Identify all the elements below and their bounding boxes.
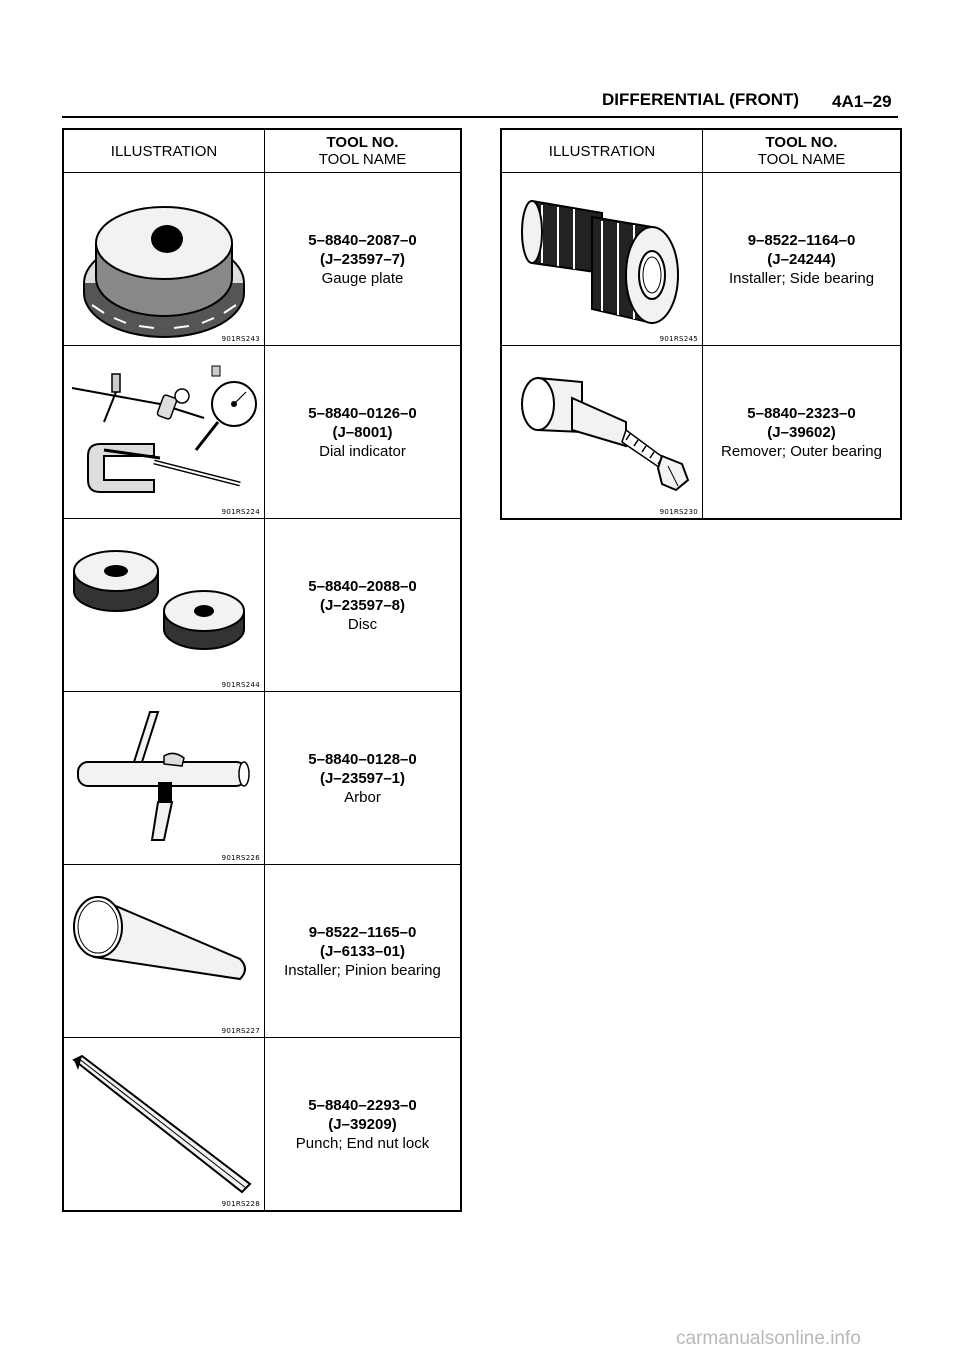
tool-illustration — [63, 346, 265, 519]
tool-number: 9–8522–1165–0 — [308, 923, 417, 941]
page-number: 4A1–29 — [832, 92, 892, 111]
column-illustration: ILLUSTRATION — [63, 129, 265, 173]
tool-illustration — [63, 865, 265, 1038]
disc-icon — [64, 519, 264, 691]
illustration-code: 901RS244 — [221, 681, 260, 689]
arbor-icon — [64, 692, 264, 864]
column-illustration: ILLUSTRATION — [501, 129, 703, 173]
tool-name: Disc — [347, 615, 378, 633]
table-row — [501, 173, 901, 346]
tool-number: 5–8840–2088–0 — [308, 577, 417, 595]
tool-info — [265, 692, 462, 865]
column-tool-name: TOOL NAME — [318, 151, 407, 168]
section-title: DIFFERENTIAL (FRONT) — [602, 90, 800, 109]
tool-alt-number: (J–8001) — [332, 423, 393, 441]
column-tool — [265, 129, 462, 173]
left-tool-table — [62, 128, 462, 1212]
tool-info — [265, 865, 462, 1038]
tool-illustration — [63, 692, 265, 865]
tool-info — [265, 519, 462, 692]
tool-alt-number: (J–39602) — [767, 423, 836, 441]
punch-icon — [64, 1038, 264, 1210]
tool-illustration — [501, 173, 703, 346]
table-row — [63, 865, 461, 1038]
table-row — [63, 519, 461, 692]
table-row — [63, 692, 461, 865]
tool-number: 5–8840–2323–0 — [747, 404, 856, 422]
column-tool — [703, 129, 902, 173]
table-header-row — [63, 129, 461, 173]
tool-name: Gauge plate — [321, 269, 404, 287]
tool-name: Installer; Side bearing — [728, 269, 875, 287]
tool-number: 5–8840–2293–0 — [308, 1096, 417, 1114]
tool-info — [703, 346, 902, 520]
tool-number: 5–8840–2087–0 — [308, 231, 417, 249]
tool-illustration — [63, 1038, 265, 1212]
tool-alt-number: (J–6133–01) — [319, 942, 406, 960]
side-bearing-installer-icon — [502, 173, 702, 345]
tool-name: Dial indicator — [319, 442, 406, 460]
column-tool-name: TOOL NAME — [757, 151, 846, 168]
illustration-code: 901RS245 — [659, 335, 698, 343]
tool-info — [265, 346, 462, 519]
header-rule — [62, 116, 898, 118]
tool-alt-number: (J–23597–1) — [319, 769, 406, 787]
tool-alt-number: (J–24244) — [767, 250, 836, 268]
tool-alt-number: (J–23597–8) — [319, 596, 406, 614]
tool-number: 9–8522–1164–0 — [747, 231, 856, 249]
tool-alt-number: (J–39209) — [328, 1115, 397, 1133]
column-tool-no: TOOL NO. — [326, 134, 399, 151]
pinion-installer-icon — [64, 865, 264, 1037]
gauge-plate-icon — [64, 173, 264, 345]
watermark: carmanualsonline.info — [676, 1328, 861, 1349]
column-tool-no: TOOL NO. — [765, 134, 838, 151]
tool-info — [265, 1038, 462, 1212]
illustration-code: 901RS230 — [659, 508, 698, 516]
tool-info — [265, 173, 462, 346]
tool-alt-number: (J–23597–7) — [319, 250, 406, 268]
tool-illustration — [63, 173, 265, 346]
illustration-code: 901RS224 — [221, 508, 260, 516]
illustration-code: 901RS228 — [221, 1200, 260, 1208]
table-header-row — [501, 129, 901, 173]
tool-illustration — [63, 519, 265, 692]
tool-name: Punch; End nut lock — [295, 1134, 430, 1152]
illustration-code: 901RS226 — [221, 854, 260, 862]
table-row — [63, 173, 461, 346]
illustration-code: 901RS227 — [221, 1027, 260, 1035]
right-tool-table — [500, 128, 902, 520]
illustration-code: 901RS243 — [221, 335, 260, 343]
tool-name: Arbor — [344, 788, 381, 806]
tool-number: 5–8840–0128–0 — [308, 750, 417, 768]
dial-indicator-icon — [64, 346, 264, 518]
table-row — [63, 1038, 461, 1212]
tool-number: 5–8840–0126–0 — [308, 404, 417, 422]
table-row — [63, 346, 461, 519]
tool-illustration — [501, 346, 703, 520]
table-row — [501, 346, 901, 520]
outer-bearing-remover-icon — [502, 346, 702, 518]
tool-info — [703, 173, 902, 346]
tool-name: Remover; Outer bearing — [721, 442, 882, 460]
tool-name: Installer; Pinion bearing — [284, 961, 441, 979]
